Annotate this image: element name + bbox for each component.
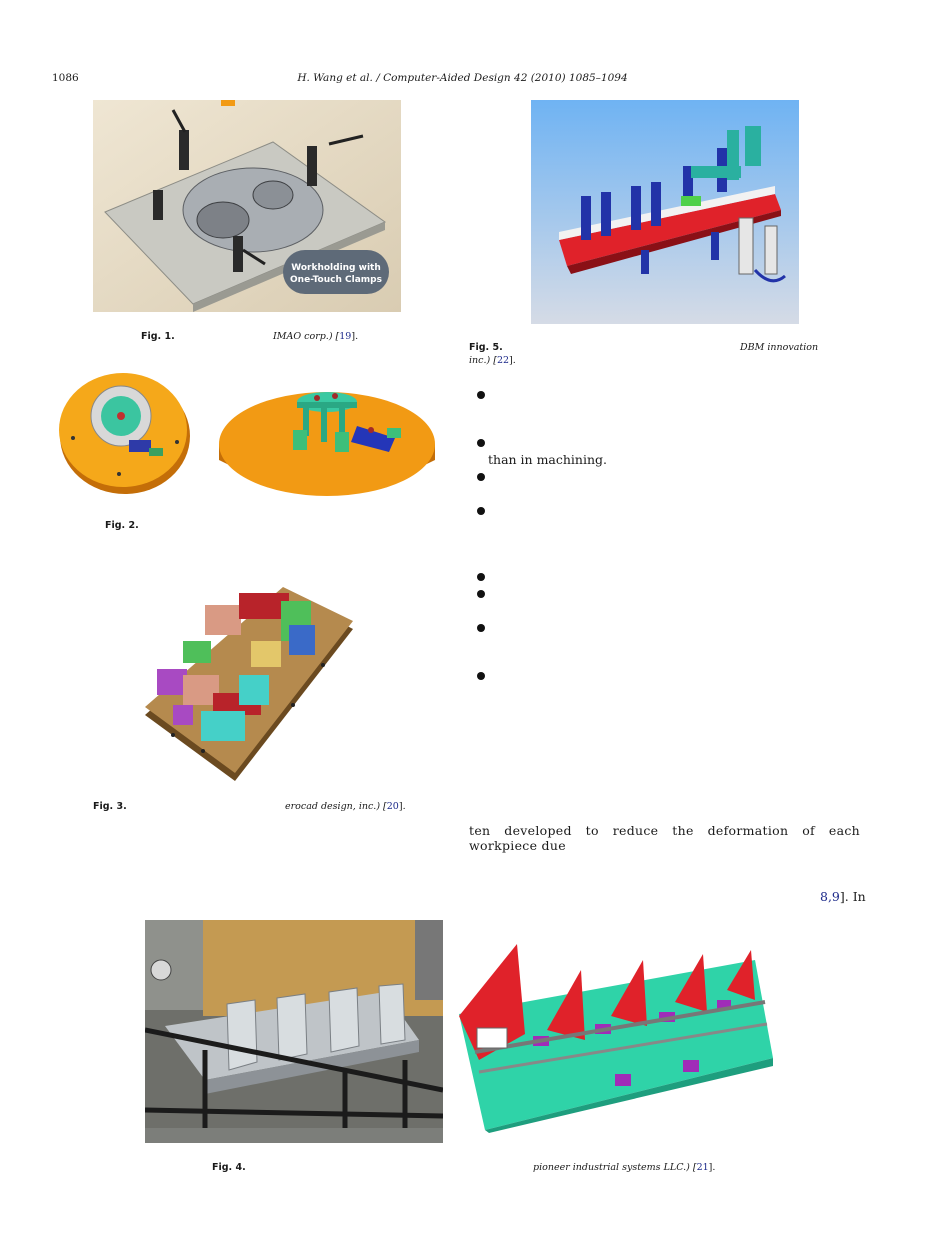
bullet-marker [477, 473, 485, 481]
figure-1-label: Fig. 1. [141, 331, 175, 342]
bullet-marker [477, 507, 485, 515]
ref-link-8-9[interactable]: 8,9 [820, 889, 840, 904]
figure-5-credit-line2: inc.) [22]. [469, 355, 516, 366]
figure-3-image [143, 565, 355, 783]
bullet-marker [477, 590, 485, 598]
figure-1-image [93, 100, 401, 312]
bullet-marker [477, 672, 485, 680]
bullet-marker [477, 573, 485, 581]
figure-5-label: Fig. 5. [469, 342, 503, 353]
body-text-ref-line: 8,9]. In [820, 889, 866, 904]
figure-4b-image [455, 940, 777, 1133]
figure-1-credit: IMAO corp.) [19]. [273, 331, 359, 342]
figure-5-credit: DBM innovation [740, 342, 819, 353]
ref-link-21[interactable]: 21 [696, 1162, 709, 1173]
figure-2-label: Fig. 2. [105, 520, 139, 531]
ref-link-19[interactable]: 19 [339, 331, 352, 342]
figure-4-label: Fig. 4. [212, 1162, 246, 1173]
bullet-marker [477, 391, 485, 399]
figure-2a-image [57, 366, 192, 500]
ref-link-20[interactable]: 20 [386, 801, 399, 812]
figure-4-credit: pioneer industrial systems LLC.) [21]. [533, 1162, 716, 1173]
bullet-marker [477, 624, 485, 632]
page-number: 1086 [52, 72, 79, 84]
figure-3-credit: erocad design, inc.) [20]. [285, 801, 406, 812]
body-text-line: ten developed to reduce the deformation of each workpiece due [469, 823, 860, 853]
figure-4a-image [145, 920, 443, 1143]
figure-3-label: Fig. 3. [93, 801, 127, 812]
running-title: H. Wang et al. / Computer-Aided Design 42 (2010) 1085–1094 [297, 72, 628, 84]
figure-5-image [531, 100, 799, 324]
bullet-marker [477, 439, 485, 447]
ref-link-22[interactable]: 22 [496, 355, 510, 366]
badge-line-1: Workholding with [291, 263, 381, 273]
badge-line-2: One-Touch Clamps [290, 275, 382, 285]
figure-2b-image [217, 366, 437, 501]
body-text-line: than in machining. [488, 452, 608, 467]
